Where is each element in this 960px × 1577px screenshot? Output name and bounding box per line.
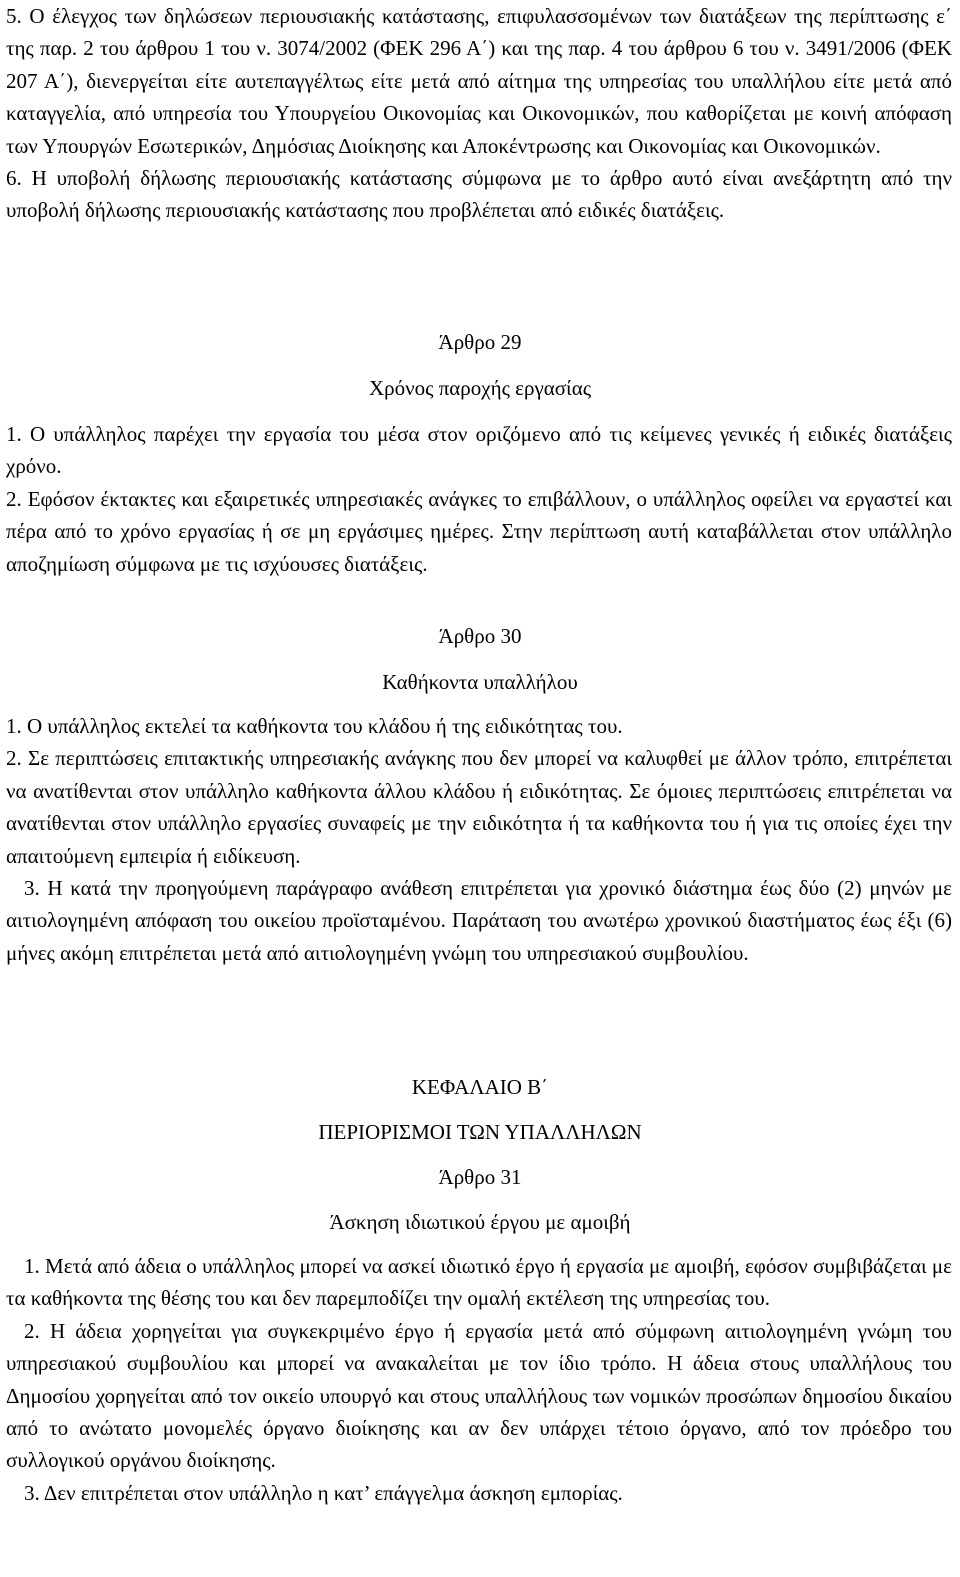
paragraph-2: 2. Η άδεια χορηγείται για συγκεκριμένο έργο ή εργασία μετά από σύμφωνη αιτιολογημένη γνώμη του υπηρεσιακού συμβουλίου και μπορεί να ανακαλείται με τον ίδιο τρόπο. Η άδεια στους υπαλλήλους του Δημοσίου χορηγείται από τον οικείο υπουργό και στους υπαλλήλους των νομικών προσώπων δημοσίου δικαίου από το ανώτατο μονομελές όργανο διοίκησης και αν δεν υπάρχει τέτοιο όργανο, από τον πρόεδρο του συλλογικού οργάνου διοίκησης.	[6, 1318, 952, 1473]
chapter-heading: ΚΕΦΑΛΑΙΟ Β΄	[411, 1075, 549, 1099]
article-30-heading: Άρθρο 30	[438, 624, 522, 648]
article-31-body	[6, 1250, 952, 1509]
article-29-title: Χρόνος παροχής εργασίας	[368, 376, 592, 400]
article-29-heading: Άρθρο 29	[438, 330, 522, 354]
paragraph-6: 6. Η υποβολή δήλωσης περιουσιακής κατάστασης σύμφωνα με το άρθρο αυτό είναι ανεξάρτητη από την υποβολή δήλωσης περιουσιακής κατάστασης που προβλέπεται από ειδικές διατάξεις.	[6, 166, 952, 223]
chapter-title: ΠΕΡΙΟΡΙΣΜΟΙ ΤΩΝ ΥΠΑΛΛΗΛΩΝ	[318, 1120, 642, 1144]
paragraph-1: 1. Ο υπάλληλος εκτελεί τα καθήκοντα του κλάδου ή της ειδικότητας του.	[6, 714, 623, 738]
paragraph-3: 3. Η κατά την προηγούμενη παράγραφο ανάθεση επιτρέπεται για χρονικό διάστημα έως δύο (2) μηνών με αιτιολογημένη απόφαση του οικείου προϊσταμένου. Παράταση του ανωτέρω χρονικού διαστήματος έως έξι (6) μήνες ακόμη επιτρέπεται μετά από αιτιολογημένη γνώμη του υπηρεσιακού συμβουλίου.	[6, 876, 952, 965]
paragraph-5: 5. Ο έλεγχος των δηλώσεων περιουσιακής κατάστασης, επιφυλασσομένων των διατάξεων της περίπτωσης ε΄ της παρ. 2 του άρθρου 1 του ν. 3074/2002 (ΦΕΚ 296 Α΄) και της παρ. 4 του άρθρου 6 του ν. 3491/2006 (ΦΕΚ 207 Α΄), διενεργείται είτε αυτεπαγγέλτως είτε μετά από αίτημα της υπηρεσίας του υπαλλήλου είτε μετά από καταγγελία, από υπηρεσία του Υπουργείου Οικονομίας και Οικονομικών, που καθορίζεται με κοινή απόφαση των Υπουργών Εσωτερικών, Δημόσιας Διοίκησης και Αποκέντρωσης και Οικονομίας και Οικονομικών.	[6, 4, 952, 158]
article-28-continuation	[6, 0, 952, 227]
article-30-title: Καθήκοντα υπαλλήλου	[382, 670, 578, 694]
article-31-heading: Άρθρο 31	[438, 1165, 522, 1189]
paragraph-1: 1. Μετά από άδεια ο υπάλληλος μπορεί να ασκεί ιδιωτικό έργο ή εργασία με αμοιβή, εφόσον συμβιβάζεται με τα καθήκοντα της θέσης του και δεν παρεμποδίζει την ομαλή εκτέλεση της υπηρεσίας του.	[6, 1254, 952, 1311]
article-31-title: Άσκηση ιδιωτικού έργου με αμοιβή	[329, 1210, 631, 1234]
paragraph-2: 2. Σε περιπτώσεις επιτακτικής υπηρεσιακής ανάγκης που δεν μπορεί να καλυφθεί με άλλον τρόπο, επιτρέπεται να ανατίθενται στον υπάλληλο καθήκοντα άλλου κλάδου ή ειδικότητας. Σε όμοιες περιπτώσεις επιτρέπεται να ανατίθενται στον υπάλληλο εργασίες συναφείς με την ειδικότητα ή τα καθήκοντα του ή για τις οποίες έχει την απαιτούμενη εμπειρία ή ειδίκευση.	[6, 746, 952, 868]
paragraph-1: 1. Ο υπάλληλος παρέχει την εργασία του μέσα στον οριζόμενο από τις κείμενες γενικές ή ειδικές διατάξεις χρόνο.	[6, 422, 952, 479]
paragraph-3: 3. Δεν επιτρέπεται στον υπάλληλο η κατ’ επάγγελμα άσκηση εμπορίας.	[24, 1480, 623, 1505]
article-30-body	[6, 710, 952, 969]
article-29-body	[6, 418, 952, 580]
paragraph-2: 2. Εφόσον έκτακτες και εξαιρετικές υπηρεσιακές ανάγκες το επιβάλλουν, ο υπάλληλος οφείλει να εργαστεί και πέρα από το χρόνο εργασίας ή σε μη εργάσιμες ημέρες. Στην περίπτωση αυτή καταβάλλεται στον υπάλληλο αποζημίωση σύμφωνα με τις ισχύουσες διατάξεις.	[6, 486, 952, 576]
